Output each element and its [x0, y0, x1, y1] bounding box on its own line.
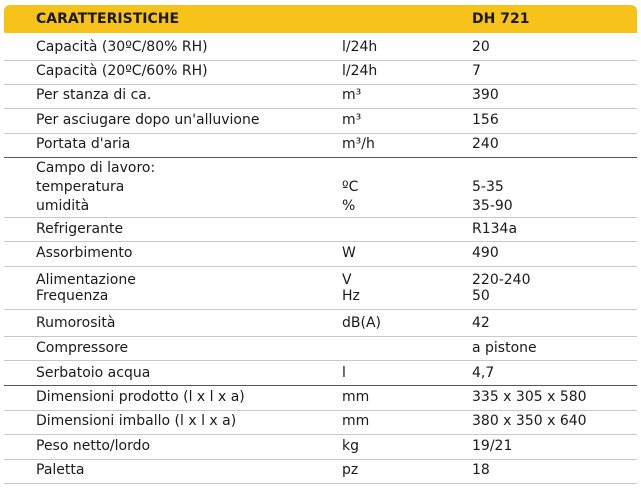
- row-label: Compressore: [36, 340, 129, 356]
- row-label: Dimensioni prodotto (l x l x a): [36, 389, 245, 405]
- row-value: 240: [472, 136, 499, 152]
- row-divider: [4, 133, 637, 134]
- row-divider: [4, 84, 637, 85]
- row-unit: l: [342, 365, 346, 381]
- row-label: Serbatoio acqua: [36, 365, 151, 381]
- row-value: 19/21: [472, 438, 513, 454]
- row-label: Refrigerante: [36, 221, 124, 237]
- row-label: Assorbimento: [36, 245, 133, 261]
- row-unit: Hz: [342, 288, 360, 304]
- row-value: 5-35: [472, 179, 504, 195]
- row-label: Per asciugare dopo un'alluvione: [36, 112, 260, 128]
- row-divider: [4, 410, 637, 411]
- row-value: 42: [472, 315, 490, 331]
- row-label: Per stanza di ca.: [36, 87, 152, 103]
- section-divider: [4, 157, 637, 158]
- row-unit: ºC: [342, 179, 359, 195]
- header-model: DH 721: [472, 11, 530, 27]
- row-value: a pistone: [472, 340, 537, 356]
- row-value: 156: [472, 112, 499, 128]
- header-characteristics: CARATTERISTICHE: [36, 11, 180, 27]
- row-label: Paletta: [36, 462, 85, 478]
- row-value: 7: [472, 63, 481, 79]
- row-label: Campo di lavoro:: [36, 160, 156, 176]
- row-unit: mm: [342, 413, 370, 429]
- row-value: 4,7: [472, 365, 495, 381]
- row-value: 220-240: [472, 272, 531, 288]
- row-divider: [4, 309, 637, 310]
- row-label: Portata d'aria: [36, 136, 131, 152]
- row-divider: [4, 434, 637, 435]
- row-value: 335 x 305 x 580: [472, 389, 587, 405]
- row-divider: [4, 217, 637, 218]
- row-label: Rumorosità: [36, 315, 116, 331]
- row-label: umidità: [36, 198, 90, 214]
- row-unit: l/24h: [342, 63, 378, 79]
- row-unit: kg: [342, 438, 359, 454]
- row-label: Peso netto/lordo: [36, 438, 151, 454]
- row-divider: [4, 360, 637, 361]
- row-label: Alimentazione: [36, 272, 136, 288]
- row-unit: mm: [342, 389, 370, 405]
- row-label: Capacità (30ºC/80% RH): [36, 39, 208, 55]
- row-unit: pz: [342, 462, 359, 478]
- row-value: 20: [472, 39, 490, 55]
- row-label: Capacità (20ºC/60% RH): [36, 63, 208, 79]
- row-unit: m³/h: [342, 136, 375, 152]
- row-divider: [4, 459, 637, 460]
- row-value: 50: [472, 288, 490, 304]
- row-divider: [4, 266, 637, 267]
- row-value: 18: [472, 462, 490, 478]
- row-divider: [4, 336, 637, 337]
- row-label: Dimensioni imballo (l x l x a): [36, 413, 237, 429]
- row-label: Frequenza: [36, 288, 109, 304]
- row-unit: dB(A): [342, 315, 381, 331]
- table-header: [4, 5, 637, 33]
- row-value: 490: [472, 245, 499, 261]
- row-divider: [4, 483, 637, 484]
- row-value: 380 x 350 x 640: [472, 413, 587, 429]
- row-unit: W: [342, 245, 356, 261]
- section-divider: [4, 385, 637, 386]
- row-value: 35-90: [472, 198, 513, 214]
- row-unit: m³: [342, 87, 362, 103]
- row-label: temperatura: [36, 179, 125, 195]
- row-unit: l/24h: [342, 39, 378, 55]
- row-value: R134a: [472, 221, 518, 237]
- row-unit: m³: [342, 112, 362, 128]
- row-value: 390: [472, 87, 499, 103]
- row-unit: V: [342, 272, 352, 288]
- row-divider: [4, 108, 637, 109]
- row-unit: %: [342, 198, 356, 214]
- row-divider: [4, 60, 637, 61]
- row-divider: [4, 241, 637, 242]
